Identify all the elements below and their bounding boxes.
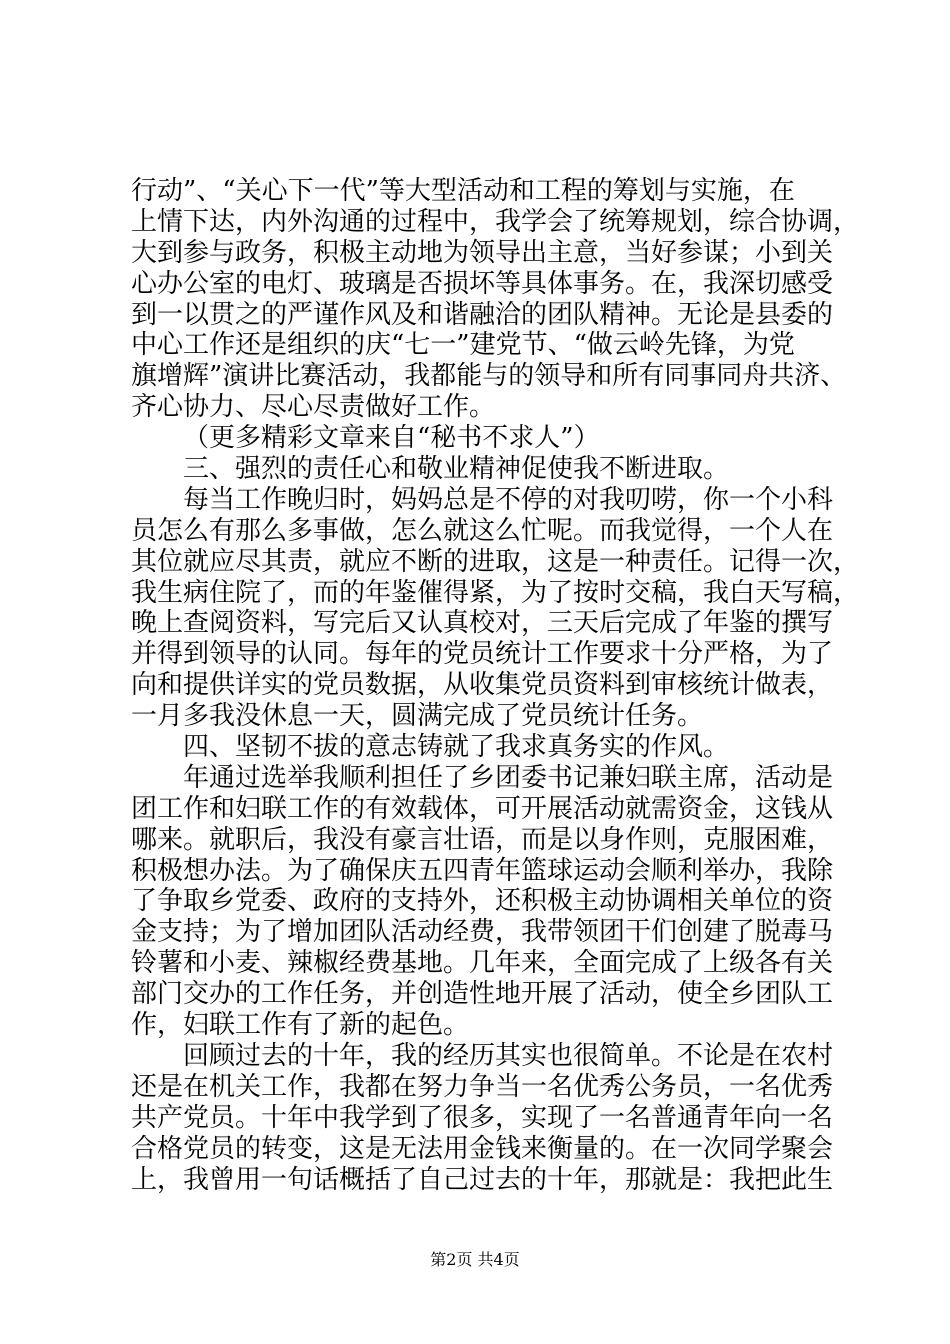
text-line: 年通过选举我顺利担任了乡团委书记兼妇联主席，活动是 (183, 762, 834, 793)
text-line: 作，妇联工作有了新的起色。 (131, 1010, 470, 1041)
text-line: 齐心协力、尽心尽责做好工作。 (131, 392, 496, 423)
text-line: 每当工作晚归时，妈妈总是不停的对我叨唠，你一个小科 (183, 484, 834, 515)
text-line: 并得到领导的认同。每年的党员统计工作要求十分严格，为了 (131, 639, 834, 670)
text-line: 一月多我没休息一天，圆满完成了党员统计任务。 (131, 701, 704, 732)
text-line: 上情下达，内外沟通的过程中，我学会了统筹规划，综合协调， (131, 206, 860, 237)
text-line: 团工作和妇联工作的有效载体，可开展活动就需资金，这钱从 (131, 793, 834, 824)
text-line: 旗增辉”演讲比赛活动，我都能与的领导和所有同事同舟共济、 (131, 361, 847, 392)
text-line: 哪来。就职后，我没有豪言壮语，而是以身作则，克服困难， (131, 824, 834, 855)
text-line: 中心工作还是组织的庆“七一”建党节、“做云岭先锋，为党 (131, 330, 795, 361)
text-line: 向和提供详实的党员数据，从收集党员资料到审核统计做表， (131, 670, 834, 701)
text-line: 到一以贯之的严谨作风及和谐融洽的团队精神。无论是县委的 (131, 299, 834, 330)
text-line: 合格党员的转变，这是无法用金钱来衡量的。在一次同学聚会 (131, 1133, 834, 1164)
text-line: 其位就应尽其责，就应不断的进取，这是一种责任。记得一次， (131, 546, 860, 577)
text-line: （更多精彩文章来自“秘书不求人”） (183, 423, 600, 454)
page-footer: 第2页 共4页 (430, 1250, 520, 1269)
text-line: 积极想办法。为了确保庆五四青年篮球运动会顺利举办，我除 (131, 855, 834, 886)
text-line: 金支持；为了增加团队活动经费，我带领团干们创建了脱毒马 (131, 917, 834, 948)
text-line: 了争取乡党委、政府的支持外，还积极主动协调相关单位的资 (131, 886, 834, 917)
text-line: 行动”、“关心下一代”等大型活动和工程的筹划与实施，在 (131, 176, 795, 206)
text-line: 上，我曾用一句话概括了自己过去的十年，那就是：我把此生 (131, 1164, 834, 1195)
text-line: 还是在机关工作，我都在努力争当一名优秀公务员，一名优秀 (131, 1071, 834, 1102)
text-line: 共产党员。十年中我学到了很多，实现了一名普通青年向一名 (131, 1102, 834, 1133)
text-line: 回顾过去的十年，我的经历其实也很简单。不论是在农村 (183, 1040, 834, 1071)
text-line: 三、强烈的责任心和敬业精神促使我不断进取。 (183, 454, 730, 485)
text-line: 部门交办的工作任务，并创造性地开展了活动，使全乡团队工 (131, 979, 834, 1010)
text-line: 晚上查阅资料，写完后又认真校对，三天后完成了年鉴的撰写 (131, 608, 834, 639)
text-line: 心办公室的电灯、玻璃是否损坏等具体事务。在，我深切感受 (131, 268, 834, 299)
text-line: 大到参与政务，积极主动地为领导出主意，当好参谋；小到关 (131, 237, 834, 268)
text-line: 铃薯和小麦、辣椒经费基地。几年来，全面完成了上级各有关 (131, 948, 834, 979)
text-line: 员怎么有那么多事做，怎么就这么忙呢。而我觉得，一个人在 (131, 515, 834, 546)
text-line: 四、坚韧不拔的意志铸就了我求真务实的作风。 (183, 732, 730, 763)
document-body (131, 176, 860, 1195)
text-line: 我生病住院了，而的年鉴催得紧，为了按时交稿，我白天写稿， (131, 577, 860, 608)
